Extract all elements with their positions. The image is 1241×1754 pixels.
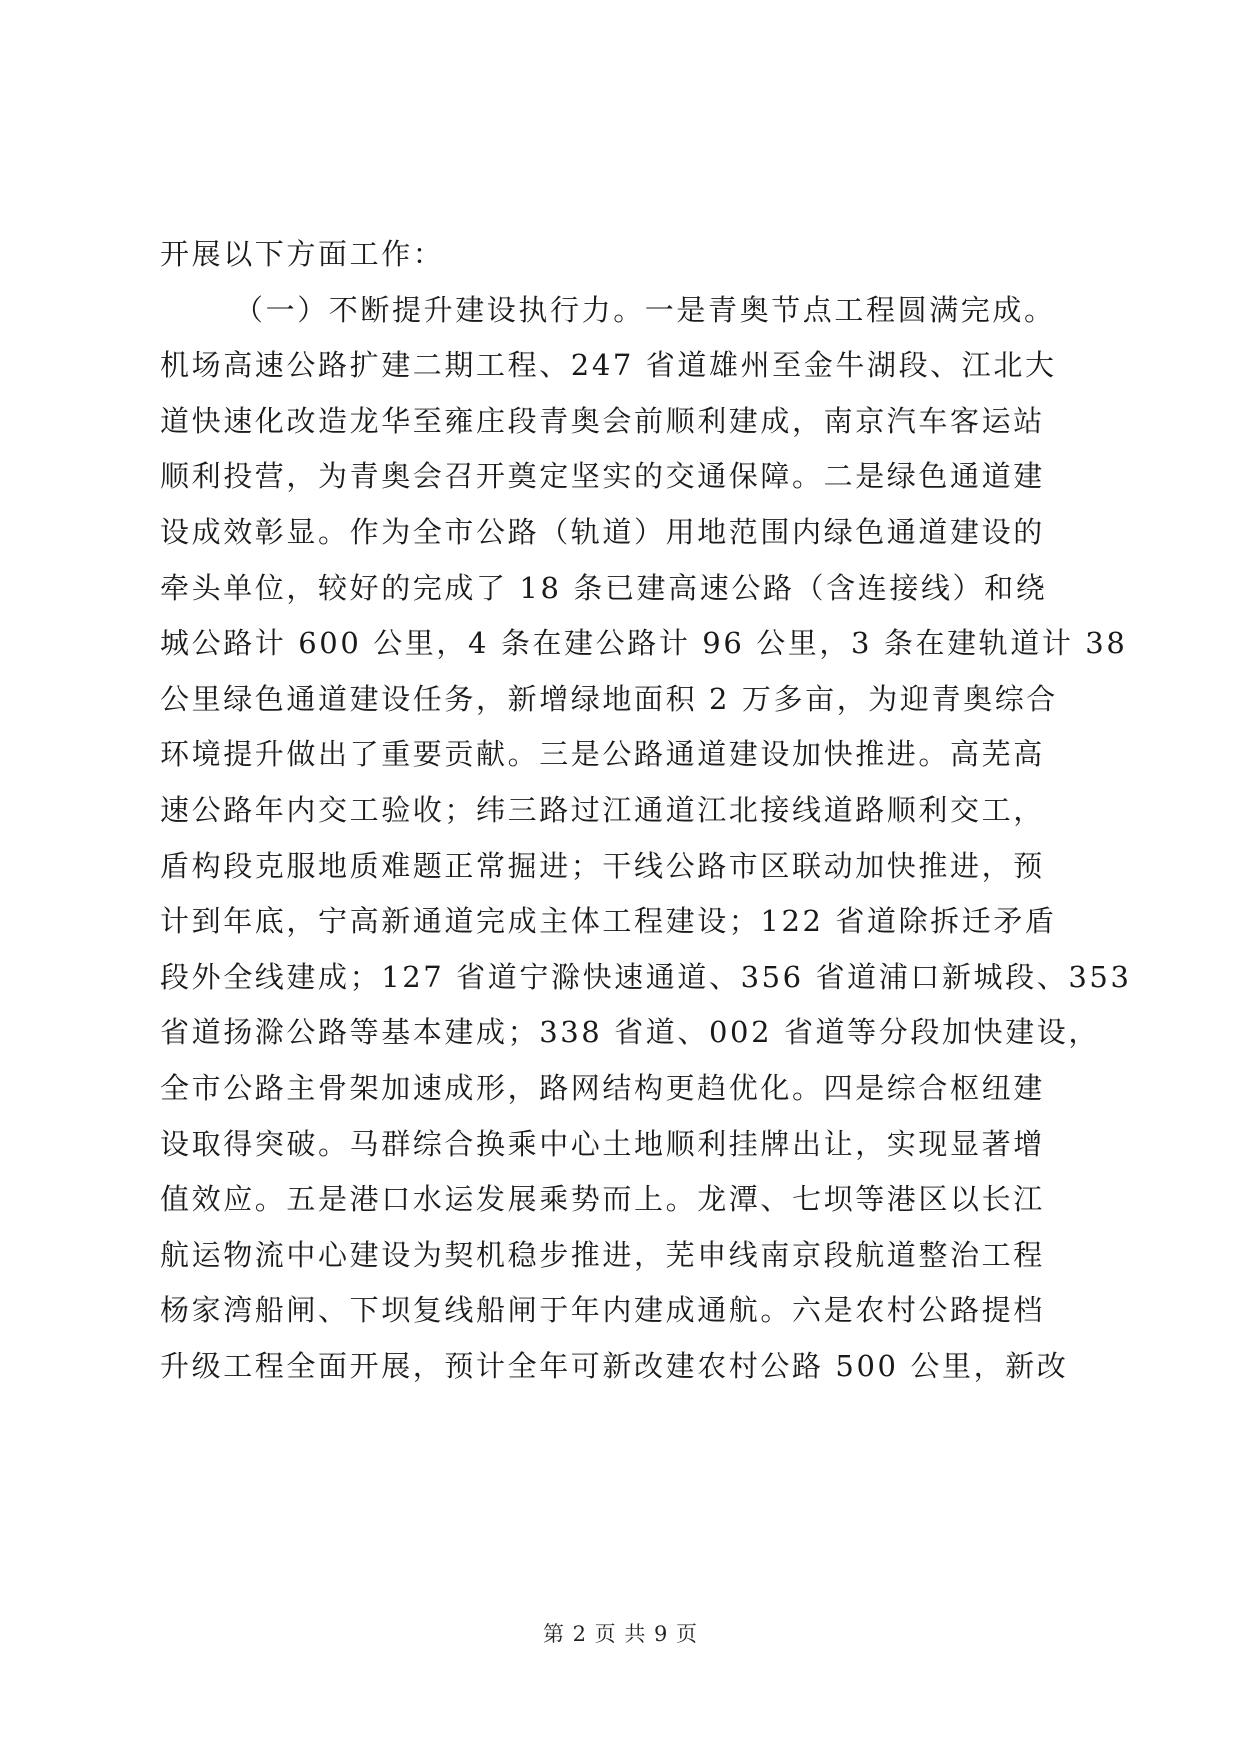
text-line: （一）不断提升建设执行力。一是青奥节点工程圆满完成。	[234, 292, 1056, 327]
text-line: 航运物流中心建设为契机稳步推进，芜申线南京段航道整治工程	[160, 1237, 1045, 1272]
text-line: 杨家湾船闸、下坝复线船闸于年内建成通航。六是农村公路提档	[160, 1293, 1045, 1328]
text-line: 计到年底，宁高新通道完成主体工程建设；122 省道除拆迁矛盾	[160, 904, 1057, 939]
text-line: 升级工程全面开展，预计全年可新改建农村公路 500 公里，新改	[160, 1348, 1069, 1383]
page-number-footer: 第 2 页 共 9 页	[542, 1622, 699, 1646]
text-line: 顺利投营，为青奥会召开奠定坚实的交通保障。二是绿色通道建	[160, 459, 1045, 494]
text-line: 值效应。五是港口水运发展乘势而上。龙潭、七坝等港区以长江	[160, 1182, 1045, 1217]
text-line: 全市公路主骨架加速成形，路网结构更趋优化。四是综合枢纽建	[160, 1070, 1045, 1105]
text-line: 道快速化改造龙华至雍庄段青奥会前顺利建成，南京汽车客运站	[160, 403, 1045, 438]
text-line: 城公路计 600 公里，4 条在建公路计 96 公里，3 条在建轨道计 38	[160, 626, 1128, 661]
text-line: 设取得突破。马群综合换乘中心土地顺利挂牌出让，实现显著增	[160, 1126, 1045, 1161]
text-line: 设成效彰显。作为全市公路（轨道）用地范围内绿色通道建设的	[160, 514, 1045, 549]
text-line: 机场高速公路扩建二期工程、247 省道雄州至金牛湖段、江北大	[160, 348, 1057, 383]
body-text	[160, 227, 1132, 1394]
text-line: 公里绿色通道建设任务，新增绿地面积 2 万多亩，为迎青奥综合	[160, 681, 1058, 716]
text-line: 牵头单位，较好的完成了 18 条已建高速公路（含连接线）和绕	[160, 570, 1048, 605]
text-line: 盾构段克服地质难题正常掘进；干线公路市区联动加快推进，预	[160, 848, 1045, 883]
text-line: 开展以下方面工作：	[160, 237, 445, 271]
text-line: 速公路年内交工验收；纬三路过江通道江北接线道路顺利交工，	[160, 792, 1045, 827]
text-line: 省道扬滁公路等基本建成；338 省道、002 省道等分段加快建设，	[160, 1015, 1100, 1050]
text-line: 段外全线建成；127 省道宁滁快速通道、356 省道浦口新城段、353	[160, 959, 1132, 994]
text-line: 环境提升做出了重要贡献。三是公路通道建设加快推进。高芜高	[160, 737, 1045, 772]
